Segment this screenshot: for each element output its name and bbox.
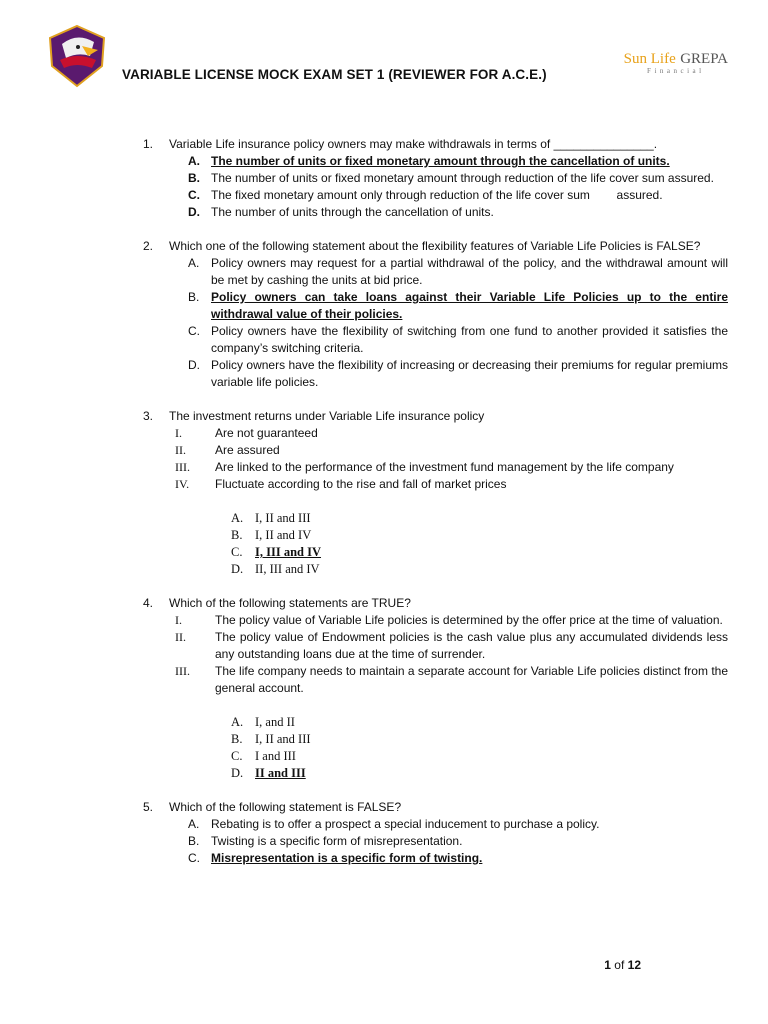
- statement: I. The policy value of Variable Life policies is determined by the offer price at the time of valuation.: [175, 613, 723, 627]
- question-number: 2.: [143, 239, 154, 253]
- option-b: B. The number of units or fixed monetary amount through reduction of the life cover sum assured.: [188, 171, 714, 185]
- question-text: The investment returns under Variable Life insurance policy: [169, 409, 485, 423]
- option-d: D. Policy owners have the flexibility of increasing or decreasing their premiums for regular premiums variable life policies.: [188, 358, 728, 389]
- question-text: Which of the following statement is FALSE?: [169, 800, 402, 814]
- question-3: [0, 408, 768, 578]
- page-indicator: 1 of 12: [604, 958, 641, 972]
- total-pages: 12: [627, 958, 641, 972]
- option-c: C. Misrepresentation is a specific form of twisting.: [188, 851, 483, 865]
- correct-answer: Misrepresentation is a specific form of twisting.: [211, 851, 483, 865]
- option-a: A. Rebating is to offer a prospect a special inducement to purchase a policy.: [188, 817, 600, 831]
- statement: III. The life company needs to maintain a separate account for Variable Life policies distinct from the general account.: [175, 664, 728, 695]
- option-c: C. Policy owners have the flexibility of switching from one fund to another provided it satisfies the company’s switching criteria.: [188, 324, 728, 355]
- statement: III. Are linked to the performance of the investment fund management by the life company: [175, 460, 674, 474]
- brand-sunlife: Sun Life: [623, 51, 676, 67]
- option-a: A. Policy owners may request for a partial withdrawal of the policy, and the withdrawal amount will be met by cashing the units at bid price.: [188, 256, 728, 287]
- option-b: B. Policy owners can take loans against their Variable Life Policies up to the entire withdrawal value of their policies.: [188, 290, 728, 321]
- question-number: 1.: [143, 137, 154, 151]
- question-number: 5.: [143, 800, 154, 814]
- option-d: D. The number of units through the cancellation of units.: [188, 205, 494, 219]
- sunlife-grepa-logo: [624, 50, 728, 75]
- statement: II. Are assured: [175, 443, 280, 457]
- choice-a: A. I, II and III: [231, 511, 311, 525]
- correct-answer: Policy owners can take loans against their Variable Life Policies up to the entire withdrawal value of their policies.: [211, 290, 728, 321]
- question-1: [0, 136, 768, 221]
- choice-c: C. I and III: [231, 749, 296, 763]
- page-title: VARIABLE LICENSE MOCK EXAM SET 1 (REVIEWER FOR A.C.E.): [122, 67, 547, 82]
- statement: I. Are not guaranteed: [175, 426, 318, 440]
- correct-answer: The number of units or fixed monetary amount through the cancellation of units.: [211, 154, 670, 168]
- choice-b: B. I, II and III: [231, 732, 311, 746]
- exam-content: [0, 136, 768, 884]
- brand-grepa: GREPA: [680, 51, 728, 67]
- current-page: 1: [604, 958, 611, 972]
- question-text: Which of the following statements are TRUE?: [169, 596, 411, 610]
- question-text: Which one of the following statement about the flexibility features of Variable Life Policies is FALSE?: [169, 239, 701, 253]
- choice-a: A. I, and II: [231, 715, 295, 729]
- question-number: 3.: [143, 409, 154, 423]
- statement: II. The policy value of Endowment policies is the cash value plus any accumulated dividends less any outstanding loans due at the time of surrender.: [175, 630, 728, 661]
- brand-financial: Financial: [647, 67, 705, 75]
- question-text: Variable Life insurance policy owners may make withdrawals in terms of _______________.: [169, 137, 658, 151]
- choice-d: D. II, III and IV: [231, 562, 320, 576]
- statement: IV. Fluctuate according to the rise and fall of market prices: [175, 477, 507, 491]
- question-2: [0, 238, 768, 391]
- option-a: A. The number of units or fixed monetary amount through the cancellation of units.: [188, 154, 670, 168]
- question-number: 4.: [143, 596, 154, 610]
- option-c: C. The fixed monetary amount only through reduction of the life cover sum assured.: [188, 188, 663, 202]
- eagle-logo-icon: [42, 22, 112, 92]
- option-b: B. Twisting is a specific form of misrepresentation.: [188, 834, 463, 848]
- question-5: [0, 799, 768, 867]
- question-4: [0, 595, 768, 782]
- choice-d-correct-answer: D. II and III: [231, 766, 306, 780]
- choice-b: B. I, II and IV: [231, 528, 312, 542]
- choice-c-correct-answer: C. I, III and IV: [231, 545, 322, 559]
